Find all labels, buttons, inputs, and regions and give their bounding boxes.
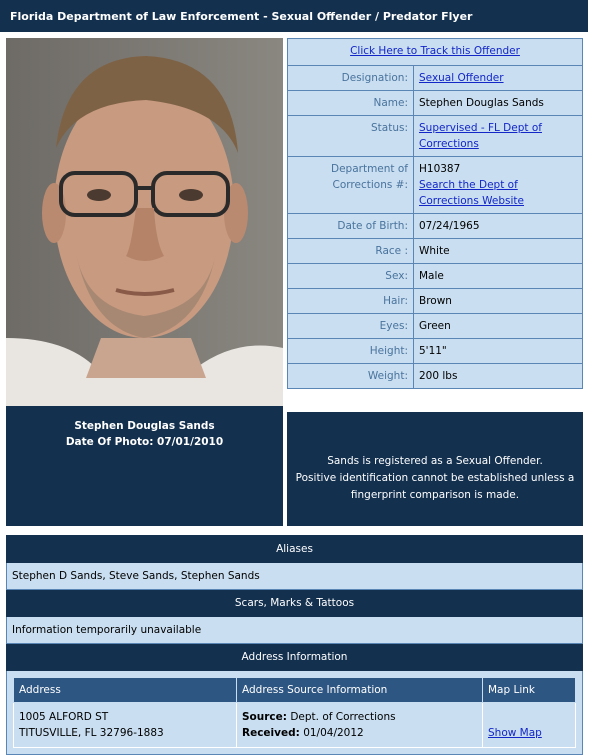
sex-label: Sex:: [288, 264, 414, 289]
received-value: 01/04/2012: [303, 727, 364, 739]
additional-info-table: [6, 535, 583, 755]
race-row: [288, 239, 583, 264]
offender-photo: [6, 38, 283, 406]
dob-label: Date of Birth:: [288, 214, 414, 239]
address-table: [13, 677, 576, 748]
notice-registration: Sands is registered as a Sexual Offender.: [327, 454, 543, 467]
address-column-header: Address: [14, 678, 237, 703]
photo-date: Date Of Photo: 07/01/2010: [65, 436, 224, 448]
sex-row: [288, 264, 583, 289]
designation-link[interactable]: Sexual Offender: [419, 72, 504, 84]
hair-label: Hair:: [288, 289, 414, 314]
race-value: White: [414, 239, 583, 264]
show-map-link[interactable]: Show Map: [488, 727, 542, 739]
name-value: Stephen Douglas Sands: [414, 91, 583, 116]
weight-value: 200 lbs: [414, 364, 583, 389]
name-row: [288, 91, 583, 116]
designation-label: Designation:: [288, 66, 414, 91]
dob-value: 07/24/1965: [414, 214, 583, 239]
address-street: 1005 ALFORD ST: [19, 711, 109, 723]
status-link[interactable]: Supervised - FL Dept of Corrections: [419, 122, 542, 150]
height-label: Height:: [288, 339, 414, 364]
weight-row: [288, 364, 583, 389]
dob-row: [288, 214, 583, 239]
map-column-header: Map Link: [483, 678, 576, 703]
eyes-value: Green: [414, 314, 583, 339]
received-label: Received:: [242, 727, 300, 739]
sex-value: Male: [414, 264, 583, 289]
doc-number: H10387: [419, 163, 461, 175]
source-column-header: Address Source Information: [237, 678, 483, 703]
designation-row: [288, 66, 583, 91]
race-label: Race :: [288, 239, 414, 264]
aliases-heading: Aliases: [7, 536, 583, 563]
marks-heading: Scars, Marks & Tattoos: [7, 590, 583, 617]
aliases-value: Stephen D Sands, Steve Sands, Stephen Sands: [7, 563, 583, 590]
hair-row: [288, 289, 583, 314]
doc-row: [288, 157, 583, 214]
doc-label: Department of Corrections #:: [288, 157, 414, 214]
eyes-row: [288, 314, 583, 339]
address-section: [7, 671, 583, 755]
height-row: [288, 339, 583, 364]
track-offender-link[interactable]: Click Here to Track this Offender: [350, 45, 520, 57]
photo-caption: [6, 406, 283, 526]
identification-notice: [287, 412, 583, 526]
marks-value: Information temporarily unavailable: [7, 617, 583, 644]
status-row: [288, 116, 583, 157]
page-title: Florida Department of Law Enforcement - Sexual Offender / Predator Flyer: [10, 9, 473, 23]
address-row: [14, 703, 576, 748]
notice-identification: Positive identification cannot be established unless a fingerprint comparison is made.: [295, 471, 575, 501]
track-row: [288, 39, 583, 66]
name-label: Name:: [288, 91, 414, 116]
doc-search-link[interactable]: Search the Dept of Corrections Website: [419, 179, 524, 207]
eyes-label: Eyes:: [288, 314, 414, 339]
source-label: Source:: [242, 711, 287, 723]
source-value: Dept. of Corrections: [290, 711, 396, 723]
address-heading: Address Information: [7, 644, 583, 671]
address-city: TITUSVILLE, FL 32796-1883: [19, 727, 164, 739]
offender-details-table: [287, 38, 583, 389]
photo-name: Stephen Douglas Sands: [74, 420, 215, 432]
height-value: 5'11": [414, 339, 583, 364]
offender-photo-image: [6, 38, 283, 406]
hair-value: Brown: [414, 289, 583, 314]
weight-label: Weight:: [288, 364, 414, 389]
status-label: Status:: [288, 116, 414, 157]
page-header: [0, 0, 588, 32]
